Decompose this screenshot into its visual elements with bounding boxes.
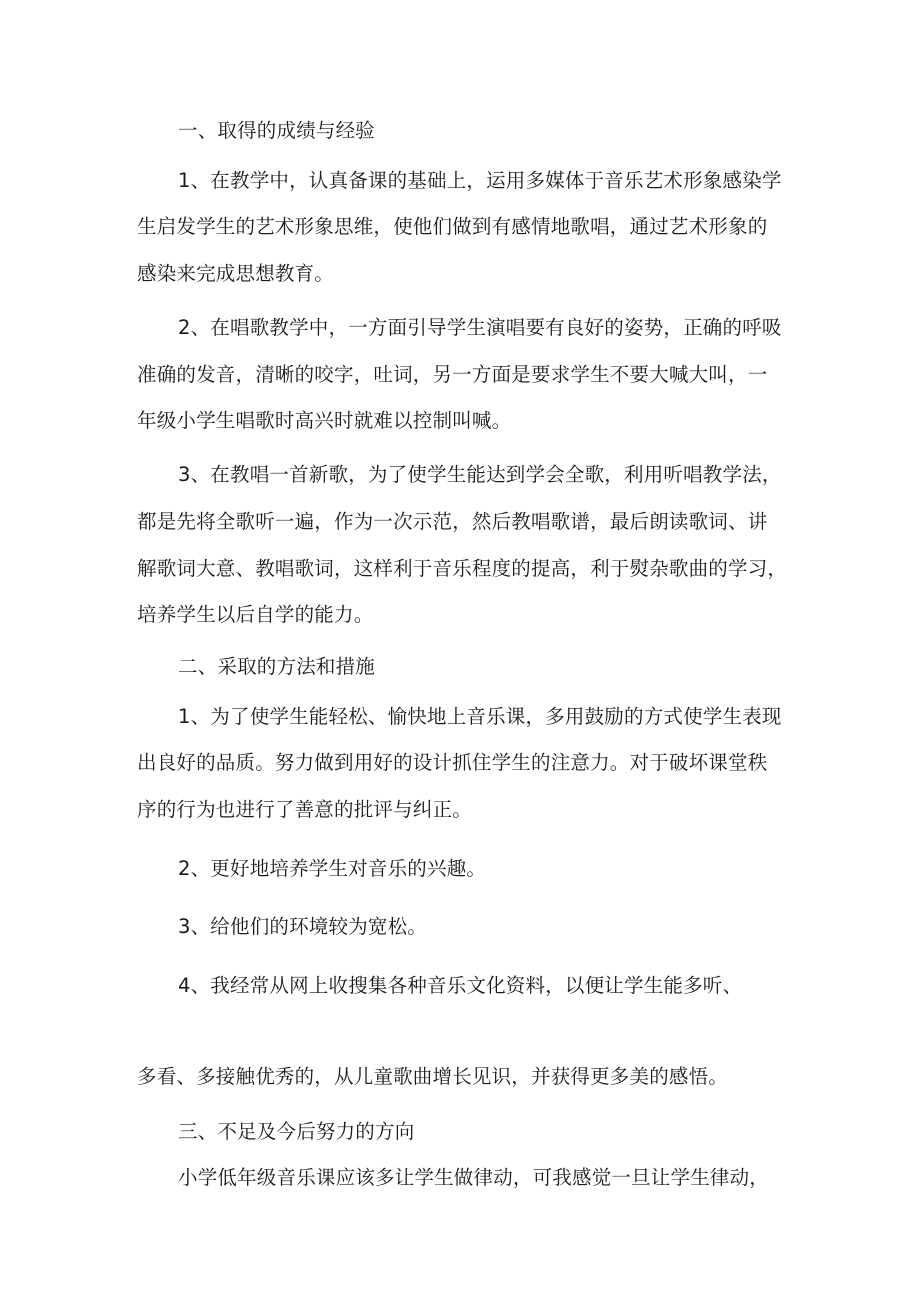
s1-item3-line2: 都是先将全歌听一遍，作为一次示范，然后教唱歌谱，最后朗读歌词、讲 <box>137 510 768 533</box>
s2-item4-line2: 多看、多接触优秀的，从儿童歌曲增长见识，并获得更多美的感悟。 <box>137 1065 729 1088</box>
s1-item1-line3: 感染来完成思想教育。 <box>137 262 335 285</box>
s2-item2: 2、更好地培养学生对音乐的兴趣。 <box>178 857 487 880</box>
s1-item3-line4: 培养学生以后自学的能力。 <box>137 603 374 626</box>
section1-heading: 一、取得的成绩与经验 <box>178 119 376 142</box>
s2-item4-line1: 4、我经常从网上收搜集各种音乐文化资料，以便让学生能多听、 <box>178 974 743 997</box>
section2-heading: 二、采取的方法和措施 <box>178 655 376 678</box>
s2-item3: 3、给他们的环境较为宽松。 <box>178 915 428 938</box>
s1-item2-line1: 2、在唱歌教学中，一方面引导学生演唱要有良好的姿势，正确的呼吸 <box>178 316 782 339</box>
s1-item1-line1: 1、在教学中，认真备课的基础上，运用多媒体于音乐艺术形象感染学 <box>178 169 782 192</box>
s1-item2-line2: 准确的发音，清晰的咬字，吐词，另一方面是要求学生不要大喊大叫，一 <box>137 363 768 386</box>
s3-para1-line1: 小学低年级音乐课应该多让学生做律动，可我感觉一旦让学生律动， <box>178 1166 770 1189</box>
s1-item2-line3: 年级小学生唱歌时高兴时就难以控制叫喊。 <box>137 409 512 432</box>
section3-heading: 三、不足及今后努力的方向 <box>178 1120 415 1143</box>
s1-item3-line3: 解歌词大意、教唱歌词，这样利于音乐程度的提高，利于熨杂歌曲的学习， <box>137 557 788 580</box>
s2-item1-line2: 出良好的品质。努力做到用好的设计抓住学生的注意力。对于破坏课堂秩 <box>137 751 768 774</box>
s2-item1-line3: 序的行为也进行了善意的批评与纠正。 <box>137 798 472 821</box>
s1-item3-line1: 3、在教唱一首新歌，为了使学生能达到学会全歌，利用听唱教学法， <box>178 463 782 486</box>
s1-item1-line2: 生启发学生的艺术形象思维，使他们做到有感情地歌唱，通过艺术形象的 <box>137 215 768 238</box>
s2-item1-line1: 1、为了使学生能轻松、愉快地上音乐课，多用鼓励的方式使学生表现 <box>178 705 782 728</box>
